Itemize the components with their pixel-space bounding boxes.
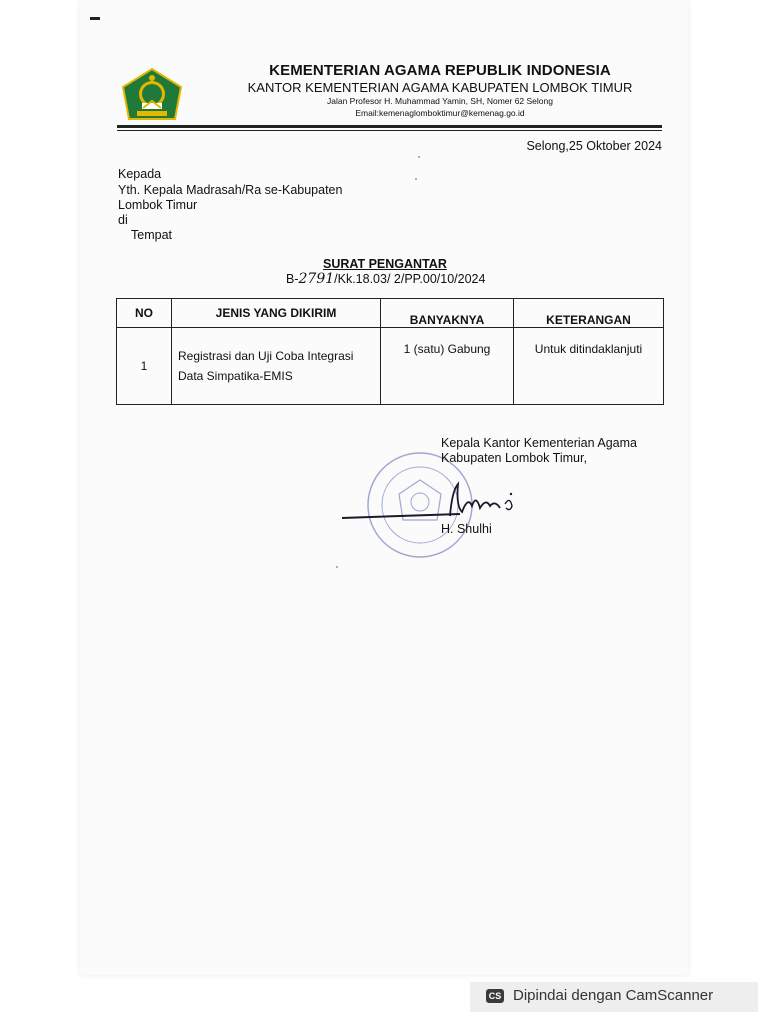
letter-title: SURAT PENGANTAR bbox=[323, 257, 447, 271]
cell-banyaknya: 1 (satu) Gabung bbox=[381, 328, 514, 405]
cell-jenis bbox=[172, 328, 381, 405]
recipient-line-4: di bbox=[118, 213, 128, 227]
scan-speck bbox=[336, 566, 338, 568]
signatory-position-1: Kepala Kantor Kementerian Agama bbox=[441, 436, 637, 450]
ministry-title: KEMENTERIAN AGAMA REPUBLIK INDONESIA bbox=[269, 62, 611, 79]
signatory-position-2: Kabupaten Lombok Timur, bbox=[441, 451, 587, 465]
shipment-table bbox=[116, 298, 664, 405]
office-address: Jalan Profesor H. Muhammad Yamin, SH, Nomer 62 Selong bbox=[327, 96, 553, 106]
header-jenis: JENIS YANG DIKIRIM bbox=[172, 299, 381, 328]
cell-jenis-line-1: Registrasi dan Uji Coba Integrasi bbox=[178, 349, 354, 363]
scan-speck bbox=[418, 156, 420, 158]
cell-no: 1 bbox=[117, 328, 172, 405]
corner-mark bbox=[90, 17, 100, 20]
office-email: Email:kemenaglomboktimur@kemenag.go.id bbox=[355, 108, 525, 118]
camscanner-logo-icon: CS bbox=[486, 989, 504, 1003]
handwritten-signature bbox=[340, 476, 520, 526]
header-rule-thick bbox=[117, 125, 662, 128]
scan-speck bbox=[415, 178, 417, 180]
number-prefix: B- bbox=[286, 272, 299, 286]
camscanner-text: Dipindai dengan CamScanner bbox=[513, 987, 714, 1004]
number-suffix: /Kk.18.03/ 2/PP.00/10/2024 bbox=[334, 272, 486, 286]
letter-date: Selong,25 Oktober 2024 bbox=[526, 139, 662, 153]
table-row bbox=[117, 328, 664, 405]
header-rule-thin bbox=[117, 130, 662, 131]
signatory-name: H. Shulhi bbox=[441, 522, 492, 536]
recipient-line-2: Yth. Kepala Madrasah/Ra se-Kabupaten bbox=[118, 183, 343, 197]
recipient-line-1: Kepada bbox=[118, 167, 162, 181]
cell-keterangan: Untuk ditindaklanjuti bbox=[514, 328, 664, 405]
kemenag-logo bbox=[117, 67, 187, 125]
letter-number bbox=[286, 271, 485, 287]
number-handwritten: 2791 bbox=[298, 271, 335, 287]
cell-jenis-line-2: Data Simpatika-EMIS bbox=[178, 369, 293, 383]
header-banyaknya: BANYAKNYA bbox=[381, 299, 514, 328]
office-title: KANTOR KEMENTERIAN AGAMA KABUPATEN LOMBOK TIMUR bbox=[247, 80, 633, 95]
recipient-line-3: Lombok Timur bbox=[118, 198, 198, 212]
table-header-row bbox=[117, 299, 664, 328]
header-keterangan: KETERANGAN bbox=[514, 299, 664, 328]
recipient-line-5: Tempat bbox=[131, 228, 172, 242]
header-no: NO bbox=[117, 299, 172, 328]
